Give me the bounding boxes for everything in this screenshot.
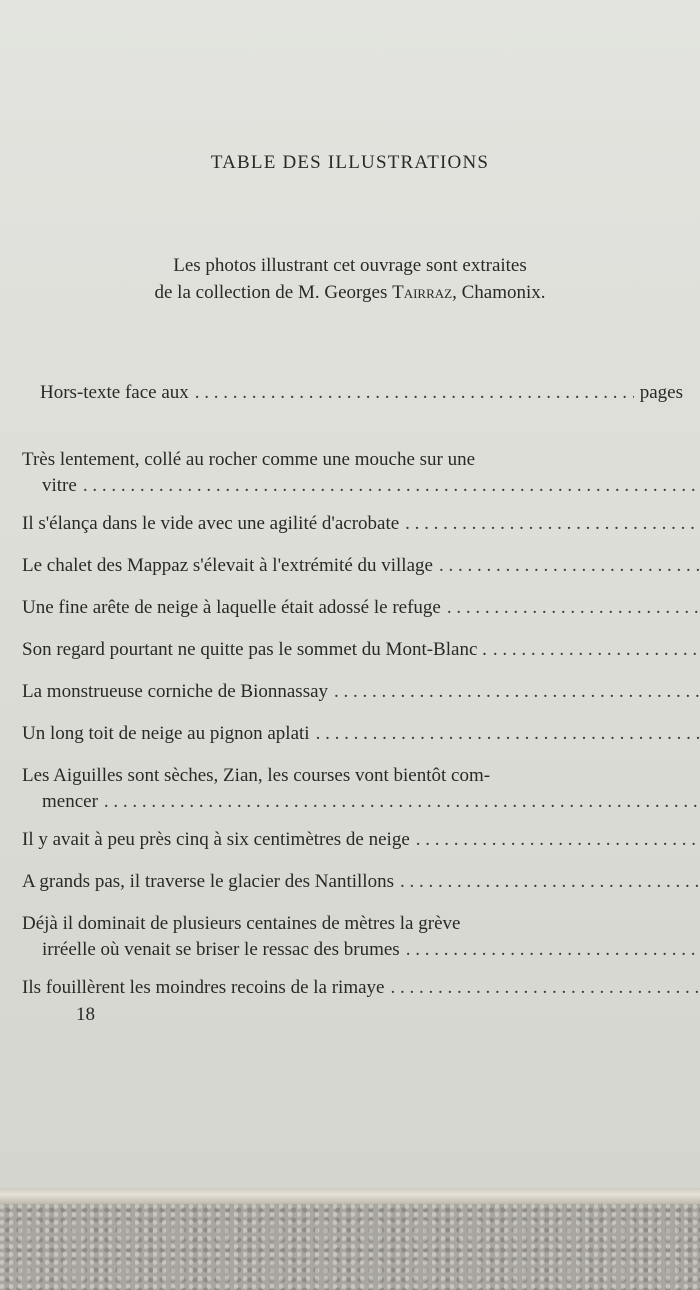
dot-leader xyxy=(447,595,700,621)
entry-caption-line-1: Très lentement, collé au rocher comme une mouche sur une xyxy=(22,449,476,470)
entry-caption: Le chalet des Mappaz s'élevait à l'extrémité du village xyxy=(22,555,433,576)
page-edge xyxy=(0,1188,700,1204)
list-item xyxy=(22,511,684,537)
list-item xyxy=(22,679,684,705)
dot-leader xyxy=(83,473,700,499)
dot-leader xyxy=(416,827,700,853)
page-number: 18 xyxy=(76,1004,95,1025)
entry-caption: Ils fouillèrent les moindres recoins de la rimaye xyxy=(22,977,385,998)
list-item xyxy=(22,595,684,621)
header-pages-label: pages xyxy=(639,382,683,403)
photographer-name: Tairraz xyxy=(392,282,453,303)
list-item xyxy=(22,637,684,663)
credits-suffix: , Chamonix. xyxy=(452,282,546,303)
list-item xyxy=(22,721,684,747)
entry-caption: Un long toit de neige au pignon aplati xyxy=(22,723,310,744)
header-label: Hors-texte face aux xyxy=(40,382,189,403)
dot-leader xyxy=(439,553,700,579)
entry-caption-line-1: Déjà il dominait de plusieurs centaines de mètres la grève xyxy=(22,913,461,934)
dot-leader xyxy=(400,869,700,895)
entry-caption: Il s'élança dans le vide avec une agilité d'acrobate xyxy=(22,513,400,534)
list-item xyxy=(22,911,684,963)
entry-caption-line-2: mencer xyxy=(42,791,98,812)
list-item xyxy=(22,763,684,815)
credits-prefix: de la collection de M. Georges xyxy=(154,282,393,303)
entry-caption: A grands pas, il traverse le glacier des Nantillons xyxy=(22,871,394,892)
list-item xyxy=(22,553,684,579)
photo-credits xyxy=(0,252,700,306)
dot-leader xyxy=(406,937,700,963)
background-surface xyxy=(0,1204,700,1290)
list-item xyxy=(22,827,684,853)
list-item xyxy=(22,975,684,1001)
entry-caption-line-2: vitre xyxy=(42,475,77,496)
credits-line-2 xyxy=(0,279,700,306)
entry-caption-line-2: irréelle où venait se briser le ressac des brumes xyxy=(42,939,400,960)
dot-leader xyxy=(334,679,700,705)
dot-leader xyxy=(104,789,700,815)
list-item xyxy=(22,869,684,895)
entry-caption: Une fine arête de neige à laquelle était adossé le refuge xyxy=(22,597,441,618)
entry-caption: Il y avait à peu près cinq à six centimètres de neige xyxy=(22,829,410,850)
dot-leader xyxy=(493,637,700,663)
dot-leader xyxy=(195,382,634,404)
list-item xyxy=(22,447,684,499)
credits-line-1: Les photos illustrant cet ouvrage sont extraites xyxy=(173,255,527,276)
dot-leader xyxy=(405,511,700,537)
list-header xyxy=(40,382,683,410)
entry-caption: Son regard pourtant ne quitte pas le sommet du Mont-Blanc . xyxy=(22,639,487,660)
dot-leader xyxy=(316,721,700,747)
entry-caption: La monstrueuse corniche de Bionnassay xyxy=(22,681,329,702)
page-title: TABLE DES ILLUSTRATIONS xyxy=(210,152,490,173)
entry-caption-line-1: Les Aiguilles sont sèches, Zian, les courses vont bientôt com- xyxy=(22,765,491,786)
dot-leader xyxy=(390,975,700,1001)
